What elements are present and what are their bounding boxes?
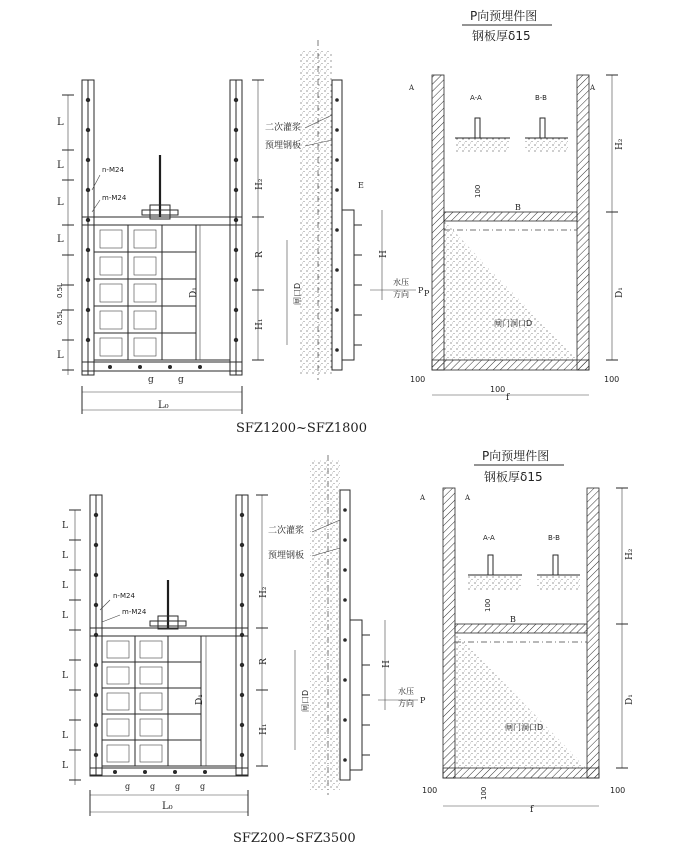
embed-subtitle: 钢板厚δ15 [484,470,543,484]
dim-100: 100 [474,184,482,198]
opening-label: 闸门洞口D [494,319,533,328]
dim-100: 100 [410,375,426,384]
dim-D1: D₁ [189,287,199,298]
embed-plan-top [408,8,625,403]
dim-L0: L₀ [158,400,169,411]
section-view-bottom [268,455,426,795]
dim-half-L: 0.5L [56,309,64,325]
dim-g: g [125,782,131,791]
section-bb-label: B-B [548,534,560,542]
mark-P: P [424,289,430,298]
section-aa-label: A-A [483,534,495,542]
dim-g: g [200,782,206,791]
dim-100: 100 [604,375,620,384]
dim-L: L [62,731,68,741]
callout-embedded-plate: 预埋钢板 [265,141,302,151]
dim-g: g [150,782,156,791]
mark-B: B [515,203,521,212]
dim-100: 100 [484,598,492,612]
dim-100: 100 [490,385,506,394]
dim-D1: D₁ [615,287,625,298]
dim-L: L [62,581,68,591]
callout-embedded-plate: 预埋钢板 [268,551,305,561]
embed-title: P向预埋件图 [482,449,550,463]
direction-P: P [418,286,424,295]
callout-water-pressure: 水压 [393,278,409,287]
dim-L: L [57,234,64,245]
dim-L: L [62,551,68,561]
mark-A: A [590,84,596,92]
dim-L: L [57,117,64,128]
caption-bottom: SFZ200~SFZ3500 [233,831,356,846]
mark-A: A [465,494,471,502]
callout-direction: 方向 [393,290,409,299]
front-elevation-top [56,80,265,414]
callout-grouting: 二次灌浆 [265,123,302,133]
dim-H1: H₁ [255,318,265,330]
dim-f: f [530,805,534,815]
dim-H: H [382,660,392,668]
dim-H1: H₁ [259,723,269,735]
dim-H2: H₂ [615,138,625,150]
dim-L: L [62,671,68,681]
front-elevation-bottom [62,495,269,816]
dim-L: L [62,611,68,621]
mark-A: A [409,84,415,92]
dim-D1: D₁ [195,694,205,705]
mark-A: A [420,494,426,502]
opening-label: 闸门洞口D [505,723,544,732]
side-opening-label: 闸口D [293,282,302,305]
dim-H2: H₂ [259,586,269,598]
bolt-callout-1: n-M24 [102,166,124,174]
dim-L: L [62,521,68,531]
dim-R: R [259,658,269,665]
bolt-callout-1: n-M24 [113,592,135,600]
section-bb-label: B-B [535,94,547,102]
embed-title: P向预埋件图 [470,9,538,23]
dim-E: E [358,181,364,190]
dim-H2: H₂ [255,178,265,190]
callout-grouting: 二次灌浆 [268,526,305,536]
dim-g: g [178,375,184,385]
direction-P: P [420,696,426,705]
embed-subtitle: 钢板厚δ15 [472,29,531,43]
section-aa-label: A-A [470,94,482,102]
dim-100: 100 [610,786,626,795]
dim-100: 100 [422,786,438,795]
caption-top: SFZ1200~SFZ1800 [236,421,367,436]
dim-100: 100 [480,786,488,800]
dim-H: H [379,250,389,258]
bolt-callout-2: m-M24 [122,608,147,616]
dim-L: L [57,350,64,361]
dim-R: R [255,251,265,258]
embed-plan-bottom [419,448,635,815]
dim-L: L [62,761,68,771]
callout-water-pressure: 水压 [398,687,414,696]
side-opening-label: 闸口D [301,689,310,712]
bolt-callout-2: m-M24 [102,194,127,202]
dim-L: L [57,197,64,208]
dim-D1: D₁ [625,694,635,705]
dim-g: g [148,375,154,385]
mark-B: B [510,615,516,624]
section-view-top [265,40,424,380]
dim-L: L [57,160,64,171]
dim-H2: H₂ [625,548,635,560]
dim-half-L: 0.5L [56,282,64,298]
dim-g: g [175,782,181,791]
callout-direction: 方向 [398,699,414,708]
dim-L0: L₀ [162,801,173,812]
dim-f: f [506,393,510,403]
